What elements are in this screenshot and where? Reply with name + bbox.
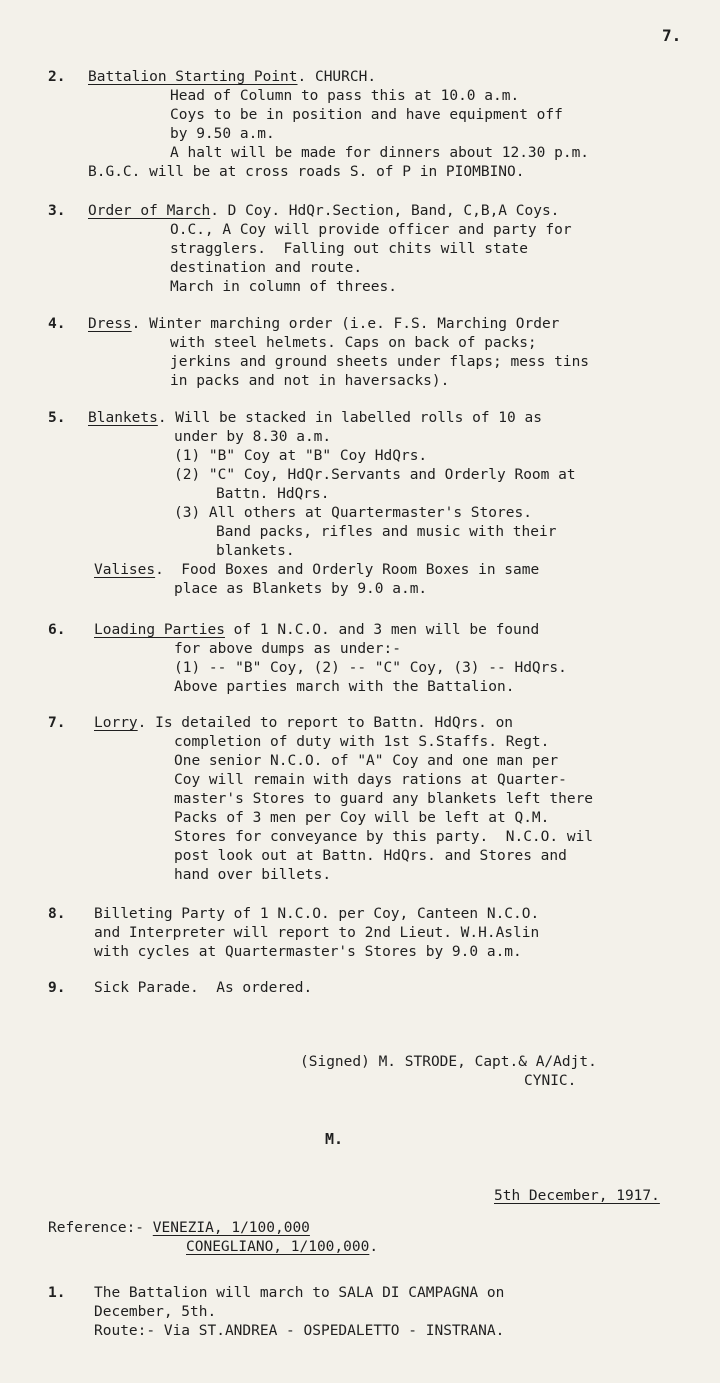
- item-line: for above dumps as under:-: [174, 641, 401, 657]
- item-line: (1) "B" Coy at "B" Coy HdQrs.: [174, 448, 428, 464]
- item-line: and Interpreter will report to 2nd Lieut. W.H.Aslin: [94, 925, 540, 941]
- item-number: 4.: [48, 316, 66, 332]
- item-number: 3.: [48, 203, 66, 219]
- item-line: (2) "C" Coy, HdQr.Servants and Orderly Room at: [174, 467, 576, 483]
- march-order-item-1: [48, 1284, 716, 1341]
- item-title: Lorry: [94, 715, 138, 731]
- reference-label: Reference:-: [48, 1220, 153, 1236]
- item-line: Band packs, rifles and music with their: [216, 524, 557, 540]
- item-line: A halt will be made for dinners about 12.30 p.m.: [170, 145, 590, 161]
- item-number: 7.: [48, 715, 66, 731]
- order-item-2: [48, 68, 716, 182]
- item-number: 5.: [48, 410, 66, 426]
- item-heading-line: Order of March. D Coy. HdQr.Section, Band, C,B,A Coys.: [88, 203, 560, 219]
- item-line: Route:- Via ST.ANDREA - OSPEDALETTO - INSTRANA.: [94, 1323, 505, 1339]
- item-line: Sick Parade. As ordered.: [94, 980, 313, 996]
- item-heading-line: Loading Parties of 1 N.C.O. and 3 men will be found: [94, 622, 540, 638]
- item-title: Loading Parties: [94, 622, 225, 638]
- item-line: destination and route.: [170, 260, 363, 276]
- item-number: 8.: [48, 906, 66, 922]
- item-line: Stores for conveyance by this party. N.C.O. wil: [174, 829, 594, 845]
- page-number: 7.: [662, 26, 682, 45]
- map-reference: [48, 1219, 716, 1257]
- section-letter: M.: [325, 1130, 344, 1148]
- reference-line-1: [48, 1219, 716, 1238]
- item-heading-line: Dress. Winter marching order (i.e. F.S. Marching Order: [88, 316, 560, 332]
- signature-codename: CYNIC.: [524, 1073, 577, 1089]
- signature-block: [300, 1053, 716, 1091]
- order-item-4: [48, 315, 716, 391]
- item-line: hand over billets.: [174, 867, 332, 883]
- item-line: Coys to be in position and have equipment off: [170, 107, 563, 123]
- item-heading-line: Valises. Food Boxes and Orderly Room Boxes in same: [94, 562, 540, 578]
- item-line: master's Stores to guard any blankets left there: [174, 791, 594, 807]
- item-line: December, 5th.: [94, 1304, 217, 1320]
- item-line: The Battalion will march to SALA DI CAMPAGNA on: [94, 1285, 505, 1301]
- item-line: Billeting Party of 1 N.C.O. per Coy, Canteen N.C.O.: [94, 906, 540, 922]
- reference-line-2: CONEGLIANO, 1/100,000.: [186, 1239, 379, 1255]
- order-item-5: [48, 409, 716, 599]
- item-line: (3) All others at Quartermaster's Stores.: [174, 505, 532, 521]
- item-line: with steel helmets. Caps on back of packs;: [170, 335, 537, 351]
- item-number: 1.: [48, 1285, 66, 1301]
- item-line: place as Blankets by 9.0 a.m.: [174, 581, 428, 597]
- item-line: in packs and not in haversacks).: [170, 373, 450, 389]
- item-line: with cycles at Quartermaster's Stores by 9.0 a.m.: [94, 944, 522, 960]
- item-line: stragglers. Falling out chits will state: [170, 241, 528, 257]
- reference-map-2: CONEGLIANO, 1/100,000: [186, 1239, 370, 1255]
- item-line: Head of Column to pass this at 10.0 a.m.: [170, 88, 520, 104]
- item-heading-line: Blankets. Will be stacked in labelled rolls of 10 as: [88, 410, 542, 426]
- item-line: Battn. HdQrs.: [216, 486, 330, 502]
- item-title: Battalion Starting Point: [88, 69, 298, 85]
- item-line: Coy will remain with days rations at Quarter-: [174, 772, 567, 788]
- item-line: O.C., A Coy will provide officer and party for: [170, 222, 572, 238]
- item-title: Dress: [88, 316, 132, 332]
- item-heading-line: Lorry. Is detailed to report to Battn. HdQrs. on: [94, 715, 514, 731]
- item-line: blankets.: [216, 543, 295, 559]
- order-item-8: [48, 905, 716, 962]
- order-item-9: [48, 979, 716, 998]
- item-number: 2.: [48, 69, 66, 85]
- item-line: Packs of 3 men per Coy will be left at Q.M.: [174, 810, 550, 826]
- item-line: B.G.C. will be at cross roads S. of P in PIOMBINO.: [88, 164, 525, 180]
- item-number: 6.: [48, 622, 66, 638]
- item-line: March in column of threes.: [170, 279, 397, 295]
- item-title: Blankets: [88, 410, 158, 426]
- order-item-7: [48, 714, 716, 885]
- item-line: post look out at Battn. HdQrs. and Stores and: [174, 848, 567, 864]
- reference-map-1: VENEZIA, 1/100,000: [152, 1220, 310, 1236]
- item-line: One senior N.C.O. of "A" Coy and one man per: [174, 753, 559, 769]
- item-line: (1) -- "B" Coy, (2) -- "C" Coy, (3) -- HdQrs.: [174, 660, 567, 676]
- order-date: 5th December, 1917.: [494, 1188, 660, 1204]
- item-title: Valises: [94, 562, 156, 578]
- item-title: Order of March: [88, 203, 211, 219]
- item-line: under by 8.30 a.m.: [174, 429, 332, 445]
- order-item-3: [48, 202, 716, 297]
- item-line: by 9.50 a.m.: [170, 126, 275, 142]
- item-line: completion of duty with 1st S.Staffs. Regt.: [174, 734, 550, 750]
- order-item-6: [48, 621, 716, 697]
- item-line: Above parties march with the Battalion.: [174, 679, 515, 695]
- item-number: 9.: [48, 980, 66, 996]
- signature-line: (Signed) M. STRODE, Capt.& A/Adjt.: [300, 1054, 597, 1070]
- item-line: jerkins and ground sheets under flaps; mess tins: [170, 354, 590, 370]
- item-heading-line: Battalion Starting Point. CHURCH.: [88, 69, 377, 85]
